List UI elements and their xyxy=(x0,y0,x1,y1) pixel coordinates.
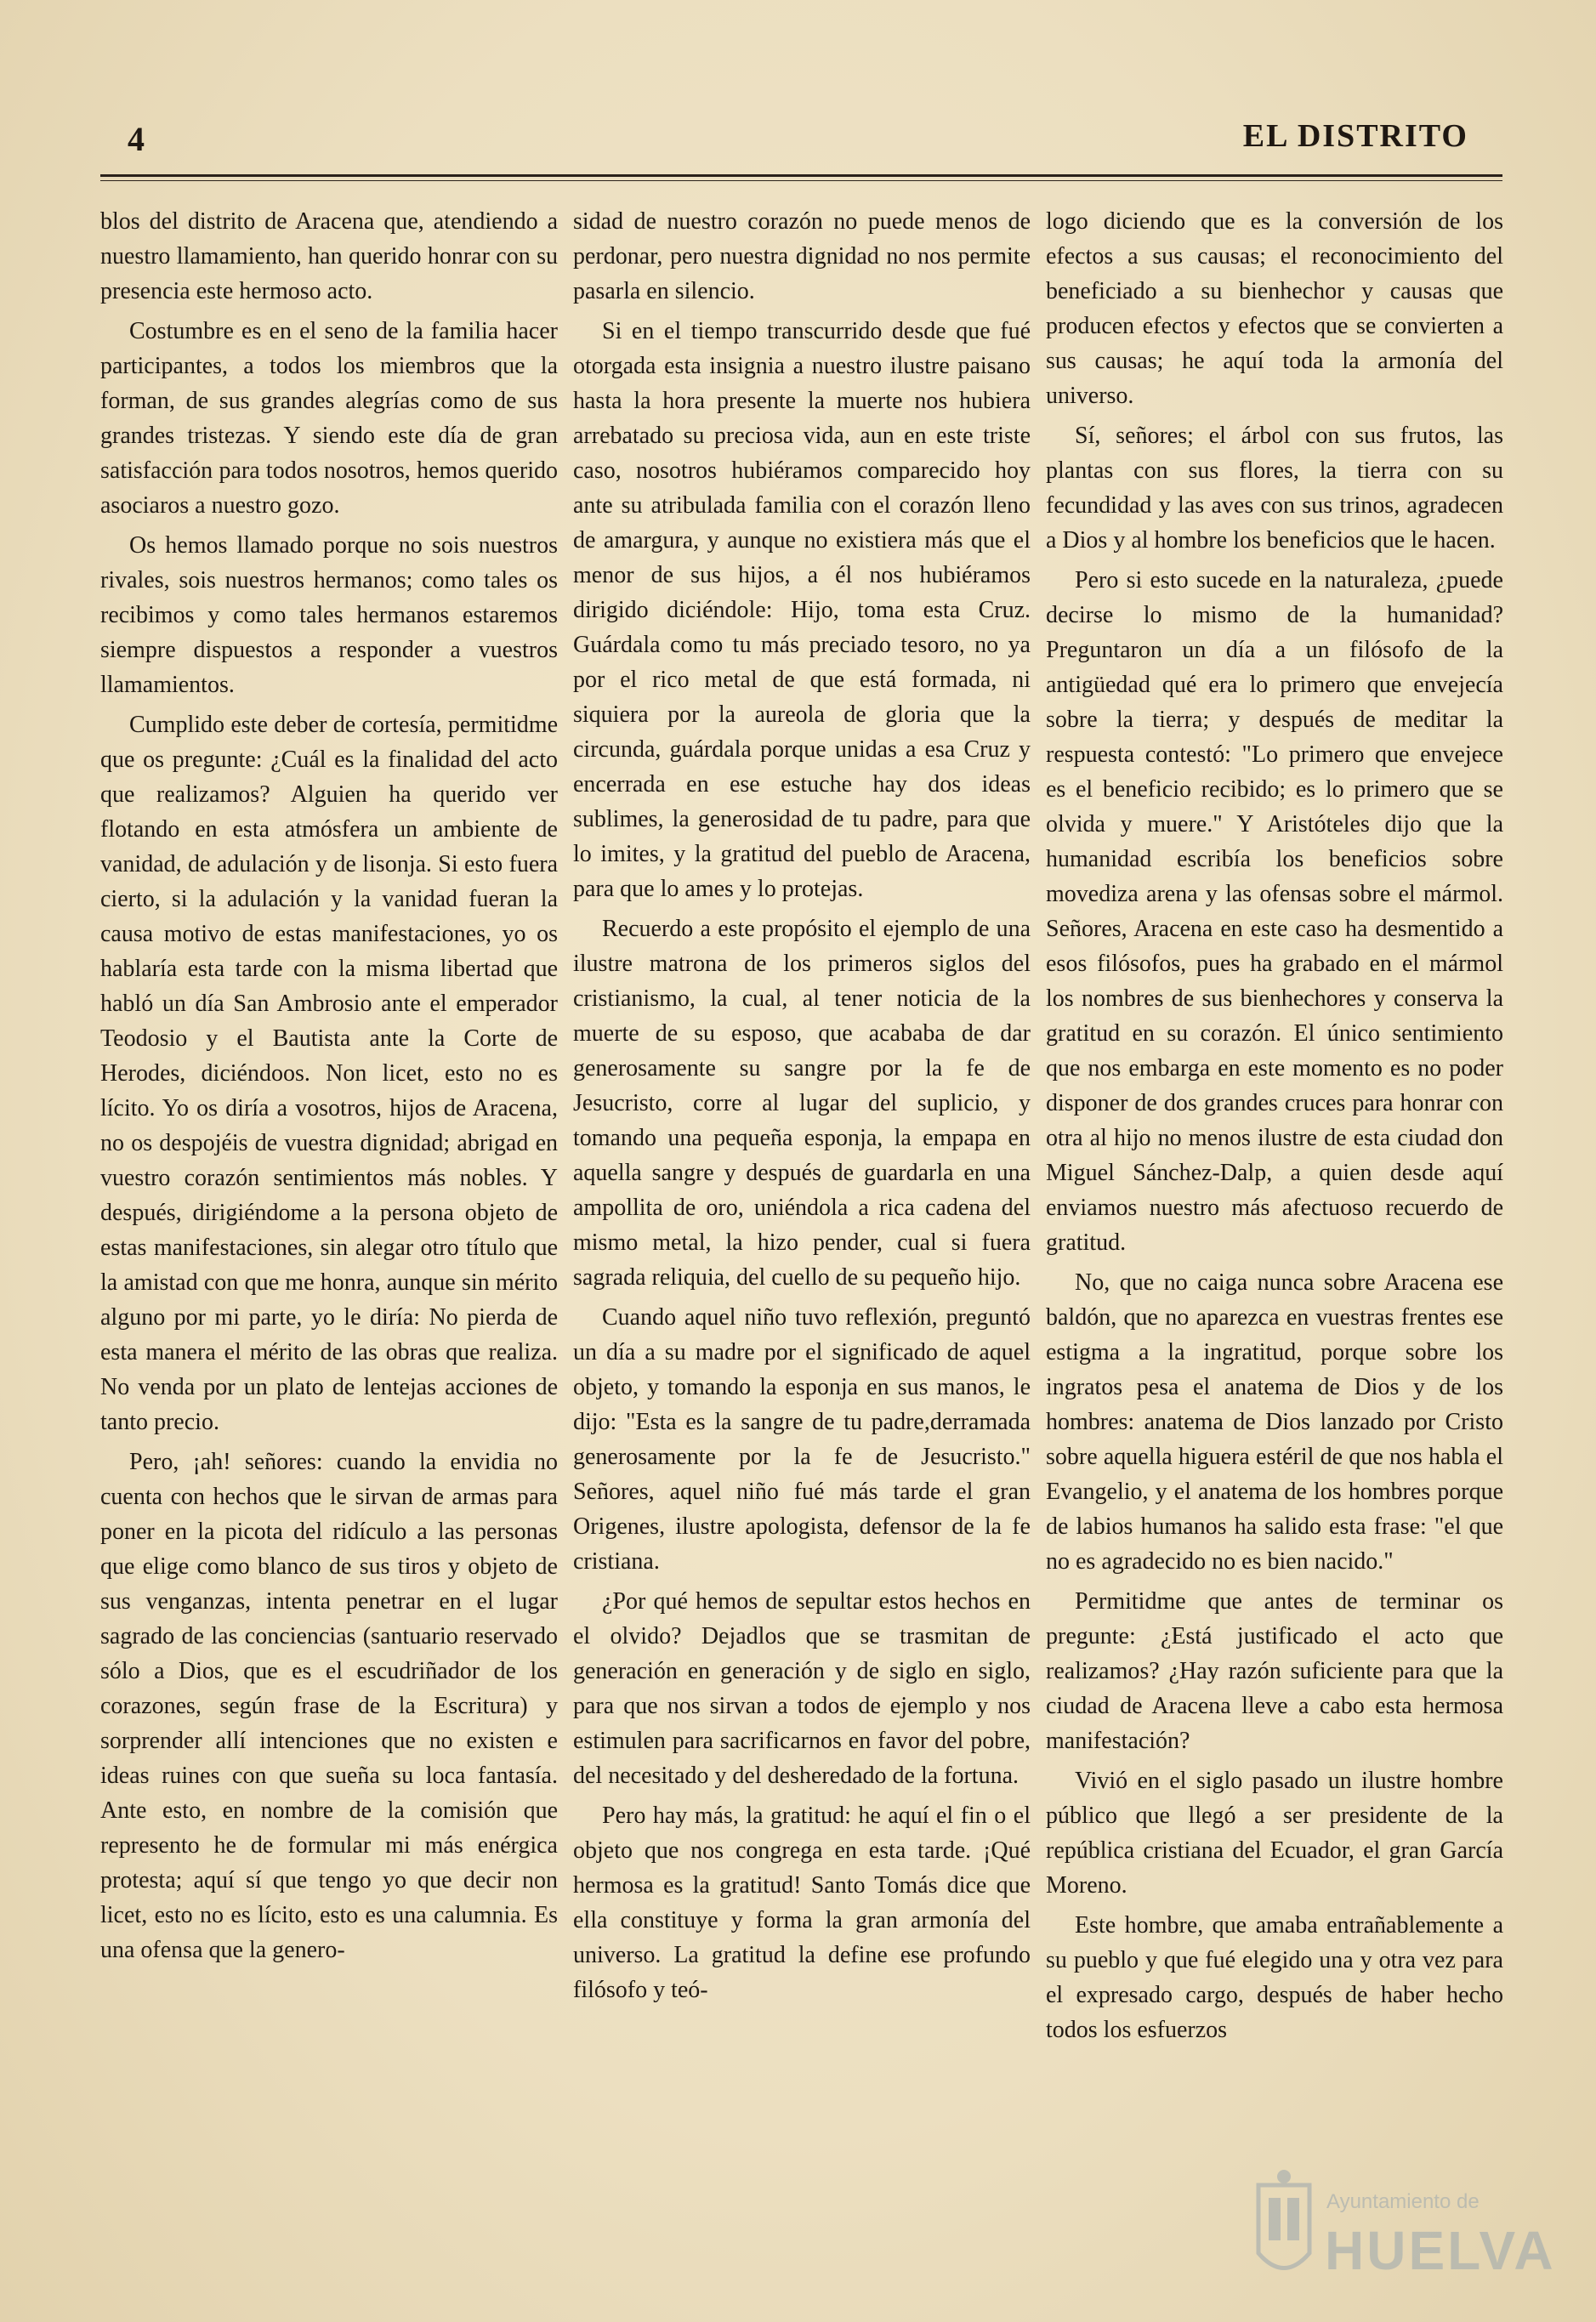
paragraph: logo diciendo que es la conversión de los efectos a sus causas; el reconocimiento del beneficiado a su bienhechor y causas que producen efectos y efectos que se convierten a sus causas; he aquí toda la armonía del universo. xyxy=(1046,208,1503,409)
publication-title: EL DISTRITO xyxy=(1242,118,1468,154)
paragraph: Costumbre es en el seno de la familia hacer participantes, a todos los miembros que la forman, de sus grandes alegrías como de sus grandes tristezas. Y siendo este día de gran satisfacción para todos nosotros, hemos querido asociaros a nuestro gozo. xyxy=(100,318,558,519)
crest-icon xyxy=(1250,2168,1318,2287)
paragraph: Vivió en el siglo pasado un ilustre hombre público que llegó a ser presidente de la república cristiana del Ecuador, el gran García Moreno. xyxy=(1046,1768,1503,1899)
paragraph: No, que no caiga nunca sobre Aracena ese baldón, que no aparezca en vuestras frentes ese estigma a la ingratitud, porque sobre los ingratos pesa el anatema de Dios y de los hombres: anatema de Dios lanzado por Cristo sobre aquella higuera estéril de que nos habla el Evangelio, y el anatema de los hombres porque de labios humanos ha salido esta frase: "el que no es agradecido no es bien nacido." xyxy=(1046,1269,1503,1575)
paragraph: Cuando aquel niño tuvo reflexión, preguntó un día a su madre por el significado de aquel objeto, y tomando la esponja en sus manos, le dijo: "Esta es la sangre de tu padre,derramada generosamente por la fe de Jesucristo." Señores, aquel niño fué más tarde el gran Origenes, ilustre apologista, defensor de la fe cristiana. xyxy=(573,1304,1031,1575)
page-number: 4 xyxy=(128,120,145,158)
header-rule xyxy=(100,174,1502,181)
paragraph: Pero si esto sucede en la naturaleza, ¿puede decirse lo mismo de la humanidad? Preguntaron un día a un filósofo de la antigüedad qué era lo primero que envejecía sobre la tierra; y después de meditar la respuesta contestó: "Lo primero que envejece es el beneficio recibido; es lo primero que se olvida y muere." Y Aristóteles dijo que la humanidad escribía los beneficios sobre movediza arena y las ofensas sobre el mármol. Señores, Aracena en este caso ha desmentido a esos filósofos, pues ha grabado en el mármol los nombres de sus bienhechores y conserva la gratitud en su corazón. El único sentimiento que nos embarga en este momento es no poder disponer de dos grandes cruces para honrar con otra al hijo no menos ilustre de esta ciudad don Miguel Sánchez-Dalp, a quien desde aquí enviamos nuestro más afectuoso recuerdo de gratitud. xyxy=(1046,567,1503,1256)
paragraph: Este hombre, que amaba entrañablemente a su pueblo y que fué elegido una y otra vez para el expresado cargo, después de haber hecho todos los esfuerzos xyxy=(1046,1912,1503,2043)
text-column-3 xyxy=(1046,204,1503,2177)
paragraph: Si en el tiempo transcurrido desde que fué otorgada esta insignia a nuestro ilustre paisano hasta la hora presente la muerte nos hubiera arrebatado su preciosa vida, aun en este triste caso, nosotros hubiéramos comparecido hoy ante su atribulada familia con el corazón lleno de amargura, y aunque no existiera más que el menor de sus hijos, a él nos hubiéramos dirigido diciéndole: Hijo, toma esta Cruz. Guárdala como tu más preciado tesoro, no ya por el rico metal de que está formada, ni siquiera por la aureola de gloria que la circunda, guárdala porque unidas a esa Cruz y encerrada en ese estuche hay dos ideas sublimes, la generosidad de tu padre, para que lo imites, y la gratitud del pueblo de Aracena, para que lo ames y lo protejas. xyxy=(573,318,1031,902)
paragraph: Cumplido este deber de cortesía, permitidme que os pregunte: ¿Cuál es la finalidad del acto que realizamos? Alguien ha querido ver flotando en esta atmósfera un ambiente de vanidad, de adulación y de lisonja. Si esto fuera cierto, si la adulación y la vanidad fueran la causa motivo de estas manifestaciones, yo os hablaría esta tarde con la misma libertad que habló un día San Ambrosio ante el emperador Teodosio y el Bautista ante la Corte de Herodes, diciéndoos. Non licet, esto no es lícito. Yo os diría a vosotros, hijos de Aracena, no os despojéis de vuestra dignidad; abrigad en vuestro corazón sentimientos más nobles. Y después, dirigiéndome a la persona objeto de estas manifestaciones, sin alegar otro título que la amistad con que me honra, aunque sin mérito alguno por mi parte, yo le diría: No pierda de esta manera el mérito de las obras que realiza. No venda por un plato de lentejas acciones de tanto precio. xyxy=(100,712,558,1435)
paragraph: Pero hay más, la gratitud: he aquí el fin o el objeto que nos congrega en esta tarde. ¡Qué hermosa es la gratitud! Santo Tomás dice que ella constituye y forma la gran armonía del universo. La gratitud la define ese profundo filósofo y teó- xyxy=(573,1803,1031,2003)
watermark-line-2: HUELVA xyxy=(1325,2220,1556,2281)
archive-watermark xyxy=(1250,2151,1556,2296)
text-column-1 xyxy=(100,204,558,2177)
paragraph: Os hemos llamado porque no sois nuestros rivales, sois nuestros hermanos; como tales os recibimos y como tales hermanos estaremos siempre dispuestos a responder a vuestros llamamientos. xyxy=(100,532,558,698)
text-column-2 xyxy=(573,204,1031,2177)
paragraph: Permitidme que antes de terminar os pregunte: ¿Está justificado el acto que realizamos? ¿Hay razón suficiente para que la ciudad de Aracena lleve a cabo esta hermosa manifestación? xyxy=(1046,1588,1503,1754)
paragraph: ¿Por qué hemos de sepultar estos hechos en el olvido? Dejadlos que se trasmitan de generación en generación y de siglo en siglo, para que nos sirvan a todos de ejemplo y nos estimulen para sacrificarnos en favor del pobre, del necesitado y del desheredado de la fortuna. xyxy=(573,1588,1031,1789)
article-columns xyxy=(100,204,1503,2177)
paragraph: Recuerdo a este propósito el ejemplo de una ilustre matrona de los primeros siglos del cristianismo, la cual, al tener noticia de la muerte de su esposo, que acababa de dar generosamente su sangre por la fe de Jesucristo, corre al lugar del suplicio, y tomando una pequeña esponja, la empapa en aquella sangre y después de guardarla en una ampollita de oro, uniéndola a rica cadena del mismo metal, la hizo pender, cual si fuera sagrada reliquia, del cuello de su pequeño hijo. xyxy=(573,916,1031,1291)
paragraph: sidad de nuestro corazón no puede menos de perdonar, pero nuestra dignidad no nos permite pasarla en silencio. xyxy=(573,208,1031,304)
paragraph: Pero, ¡ah! señores: cuando la envidia no cuenta con hechos que le sirvan de armas para poner en la picota del ridículo a las personas que elige como blanco de sus tiros y objeto de sus venganzas, intenta penetrar en el lugar sagrado de las conciencias (santuario reservado sólo a Dios, que es el escudriñador de los corazones, según frase de la Escritura) y sorprender allí intenciones que no existen e ideas ruines con que sueña su loca fantasía. Ante esto, en nombre de la comisión que represento he de formular mi más enérgica protesta; aquí sí que tengo yo que decir non licet, esto no es lícito, esto es una calumnia. Es una ofensa que la genero- xyxy=(100,1449,558,1963)
paragraph: Sí, señores; el árbol con sus frutos, las plantas con sus flores, la tierra con su fecundidad y las aves con sus trinos, agradecen a Dios y al hombre los beneficios que le hacen. xyxy=(1046,423,1503,554)
paragraph: blos del distrito de Aracena que, atendiendo a nuestro llamamiento, han querido honrar con su presencia este hermoso acto. xyxy=(100,208,558,304)
watermark-line-1: Ayuntamiento de xyxy=(1326,2190,1480,2213)
